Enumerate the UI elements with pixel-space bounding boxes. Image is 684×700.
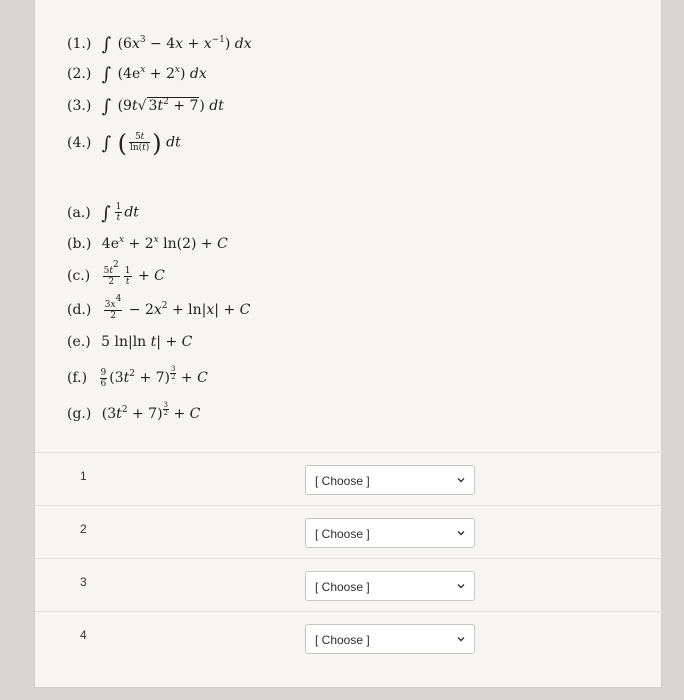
answer-row-2	[35, 505, 663, 558]
answer-number: 3	[80, 575, 87, 589]
answer-number: 2	[80, 522, 87, 536]
option-index: (a.)	[67, 204, 91, 221]
select-value: [ Choose ]	[315, 580, 370, 594]
option-b: (b.) $4e^x + 2^x$ ln(2) + C	[67, 235, 228, 252]
answer-row-4	[35, 611, 663, 664]
select-value: [ Choose ]	[315, 474, 370, 488]
question-1: (1.) ∫ $(6x^3 - 4x + x^{-1})$ dx	[67, 34, 252, 55]
option-c: (c.) $\frac{5t^2}{2}$ $\frac{1}{t}$ + C	[67, 260, 165, 287]
answer-select-2[interactable]	[305, 518, 475, 548]
option-index: (g.)	[67, 406, 92, 422]
option-a: (a.) ∫ $\frac{1}{t}$ dt	[67, 202, 139, 224]
select-value: [ Choose ]	[315, 527, 370, 541]
question-index: (4.)	[67, 134, 92, 151]
chevron-down-icon	[456, 634, 466, 644]
answer-row-3	[35, 558, 663, 611]
option-d: (d.) $\frac{3x^4}{2}$ − $2x^2 + \ln|x| + C$	[67, 294, 251, 321]
chevron-down-icon	[456, 581, 466, 591]
chevron-down-icon	[456, 528, 466, 538]
option-e: (e.) 5 ln|ln t| + C	[67, 334, 193, 350]
answer-select-1[interactable]	[305, 465, 475, 495]
question-2: (2.) ∫ $(4e^x + 2^x)$ dx	[67, 64, 207, 85]
option-index: (e.)	[67, 334, 91, 350]
answer-row-1	[35, 452, 663, 505]
question-3: (3.) ∫ (9t√ $3t^2 + 7$) dt	[67, 96, 224, 117]
option-g: (g.) $(3t^2 + 7)$ $^{\frac{3}{2}}$ + C	[67, 401, 201, 422]
select-value: [ Choose ]	[315, 633, 370, 647]
question-index: (3.)	[67, 98, 92, 114]
option-index: (d.)	[67, 302, 92, 318]
answer-number: 1	[80, 469, 87, 483]
option-f: (f.) $\frac{9}{6}$ $(3t^2 + 7)$ $^{\frac{3}{2}}$ + C	[67, 365, 208, 389]
question-4: (4.) ∫ ( $\frac{5t}{\ln(t)}$ ) dt	[67, 129, 181, 158]
question-index: (2.)	[67, 66, 92, 82]
option-index: (c.)	[67, 268, 91, 284]
question-index: (1.)	[67, 36, 92, 52]
option-index: (f.)	[67, 370, 88, 386]
chevron-down-icon	[456, 475, 466, 485]
option-index: (b.)	[67, 236, 92, 252]
quiz-panel	[34, 0, 662, 688]
answer-select-3[interactable]	[305, 571, 475, 601]
answer-number: 4	[80, 628, 87, 642]
answer-select-4[interactable]	[305, 624, 475, 654]
